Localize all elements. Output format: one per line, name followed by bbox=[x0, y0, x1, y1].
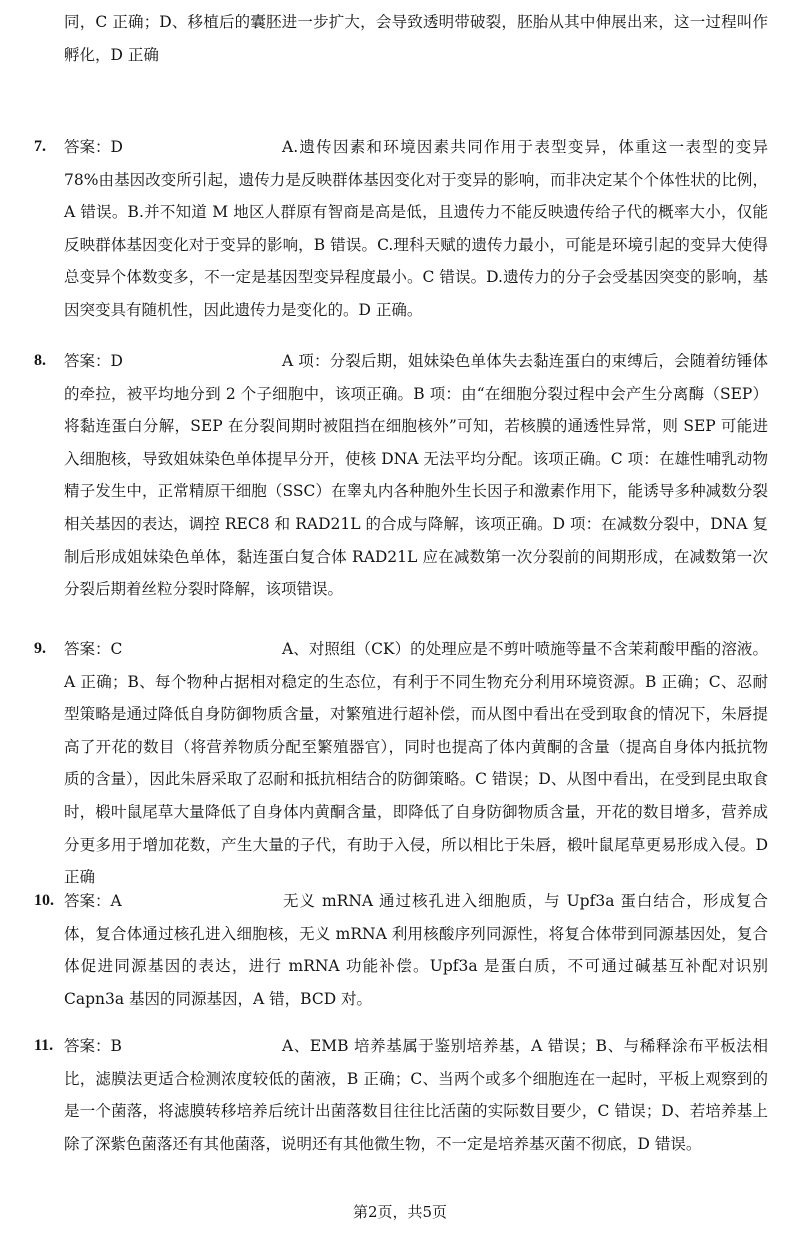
explanation-text: A 项：分裂后期，姐妹染色单体失去黏连蛋白的束缚后，会随着纺锤体的牵拉，被平均地分到 2 个子细胞中，该项正确。B 项：由“在细胞分裂过程中会产生分离酶（SEP）将黏连蛋白分解，SEP 在分裂间期时被阻挡在细胞核外”可知，若核膜的通透性异常，则 SEP 可能进入细胞核，导致姐妹染色单体提早分开，使核 DNA 无法平均分配。该项正确。C 项：在雄性哺乳动物精子发生中，正常精原干细胞（SSC）在睾丸内各种胞外生长因子和激素作用下，能诱导多种减数分裂相关基因的表达，调控 REC8 和 RAD21L 的合成与降解，该项正确。D 项：在减数分裂中，DNA 复制后形成姐妹染色单体，黏连蛋白复合体 RAD21L 应在减数第一次分裂前的间期形成，在减数第一次分裂后期着丝粒分裂时降解，该项错误。 bbox=[64, 352, 768, 599]
page-footer: 第2页，共5页 bbox=[352, 1203, 448, 1221]
answer-label: 答案：D bbox=[64, 352, 123, 370]
explanation-text: A.遗传因素和环境因素共同作用于表型变异，体重这一表型的变异 78%由基因改变所引起，遗传力是反映群体基因变化对于变异的影响，而非决定某个个体性状的比例，A 错误。B.并不知道 M 地区人群原有智商是高是低，且遗传力不能反映遗传给子代的概率大小，仅能反映群体基因变化对于变异的影响，B 错误。C.理科天赋的遗传力最小，可能是环境引起的变异大使得总变异个体数变多，不一定是基因型变异程度最小。C 错误。D.遗传力的分子会受基因突变的影响，基因突变具有随机性，因此遗传力是变化的。D 正确。 bbox=[64, 138, 768, 319]
question-body bbox=[64, 131, 768, 327]
question-number: 8. bbox=[34, 352, 46, 369]
question-number: 7. bbox=[34, 138, 46, 155]
question-number: 11. bbox=[34, 1037, 54, 1054]
intro-text: 同，C 正确；D、移植后的囊胚进一步扩大，会导致透明带破裂，胚胎从其中伸展出来，这一过程叫作孵化，D 正确 bbox=[64, 13, 768, 64]
question-body bbox=[64, 885, 768, 1015]
question-body bbox=[64, 1030, 768, 1160]
answer-label: 答案：A bbox=[64, 892, 122, 910]
question-number: 10. bbox=[34, 892, 54, 909]
explanation-text: A、对照组（CK）的处理应是不剪叶喷施等量不含茉莉酸甲酯的溶液。A 正确；B、每个物种占据相对稳定的生态位，有利于不同生物充分利用环境资源。B 正确；C、忍耐型策略是通过降低自身防御物质含量，对繁殖进行超补偿，而从图中看出在受到取食的情况下，朱唇提高了开花的数目（将营养物质分配至繁殖器官），同时也提高了体内黄酮的含量（提高自身体内抵抗物质的含量），因此朱唇采取了忍耐和抵抗相结合的防御策略。C 错误；D、从图中看出，在受到昆虫取食时，椴叶鼠尾草大量降低了自身体内黄酮含量，即降低了自身防御物质含量，开花的数目增多，营养成分更多用于增加花数，产生大量的子代，有助于入侵，所以相比于朱唇，椴叶鼠尾草更易形成入侵。D 正确 bbox=[64, 640, 768, 887]
explanation-text: A、EMB 培养基属于鉴别培养基，A 错误；B、与稀释涂布平板法相比，滤膜法更适合检测浓度较低的菌液，B 正确；C、当两个或多个细胞连在一起时，平板上观察到的是一个菌落，将滤膜转移培养后统计出菌落数目往往比活菌的实际数目要少，C 错误；D、若培养基上除了深紫色菌落还有其他菌落，说明还有其他微生物，不一定是培养基灭菌不彻底，D 错误。 bbox=[64, 1037, 768, 1153]
explanation-text: 无义 mRNA 通过核孔进入细胞质，与 Upf3a 蛋白结合，形成复合体，复合体通过核孔进入细胞核，无义 mRNA 利用核酸序列同源性，将复合体带到同源基因处，复合体促进同源基因的表达，进行 mRNA 功能补偿。Upf3a 是蛋白质，不可通过碱基互补配对识别 Capn3a 基因的同源基因，A 错，BCD 对。 bbox=[64, 892, 768, 1008]
answer-label: 答案：B bbox=[64, 1037, 122, 1055]
question-body bbox=[64, 345, 768, 606]
answer-label: 答案：D bbox=[64, 138, 123, 156]
question-number: 9. bbox=[34, 640, 46, 657]
question-body bbox=[64, 633, 768, 894]
answer-label: 答案：C bbox=[64, 640, 123, 658]
